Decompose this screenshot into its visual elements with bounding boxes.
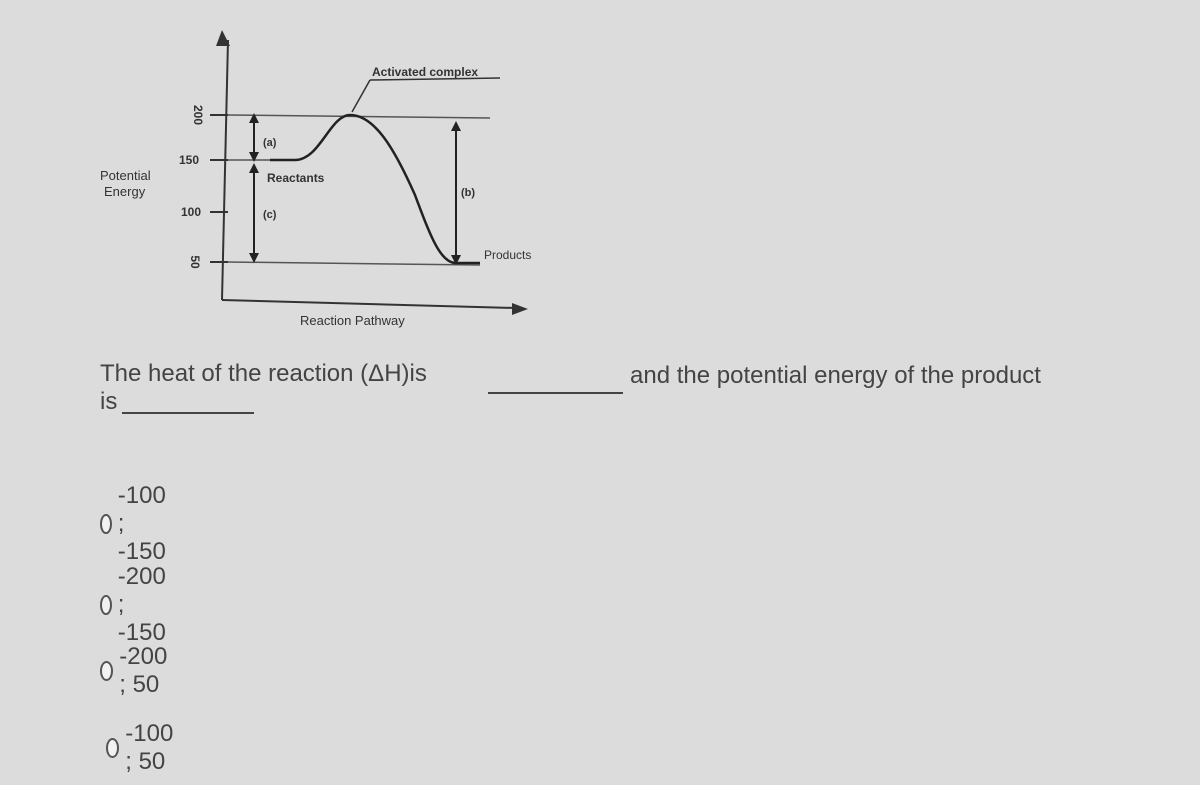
products-label: Products: [484, 248, 532, 262]
question-line-2: [100, 388, 1110, 426]
question-text: [100, 358, 1110, 426]
option-3[interactable]: [100, 643, 174, 699]
y-axis-label-line1: Potential: [100, 168, 151, 183]
tick-label-200: 200: [191, 104, 205, 126]
radio-button-icon[interactable]: [100, 514, 112, 534]
option-4[interactable]: [106, 720, 180, 776]
x-axis: [222, 300, 515, 308]
activated-complex-pointer: [352, 80, 370, 112]
option-2-label: -200 ; -150: [117, 563, 166, 646]
arrow-c-head-up: [249, 163, 259, 173]
marker-c: (c): [263, 209, 277, 221]
x-axis-arrow: [512, 303, 528, 315]
answer-blank-2: [122, 412, 254, 414]
marker-a: (a): [263, 137, 277, 149]
tick-label-100: 100: [180, 205, 202, 219]
tick-label-50: 50: [188, 255, 202, 269]
question-part-1: The heat of the reaction (ΔH)is: [100, 360, 427, 387]
reactants-label: Reactants: [267, 171, 325, 185]
question-part-2: and the potential energy of the product: [630, 362, 1041, 389]
marker-b: (b): [461, 187, 476, 199]
option-1-label: -100 ; -150: [117, 482, 166, 565]
y-axis-arrow: [216, 30, 230, 46]
option-2[interactable]: [100, 563, 174, 647]
option-1[interactable]: [100, 482, 174, 566]
arrow-c-head-down: [249, 253, 259, 263]
products-level-line: [228, 262, 480, 265]
x-axis-label: Reaction Pathway: [300, 313, 405, 328]
question-line-1: [100, 358, 1110, 392]
radio-button-icon[interactable]: [106, 738, 119, 758]
option-3-label: -200 ; 50: [119, 643, 168, 698]
tick-label-150: 150: [178, 153, 200, 167]
arrow-a-head-up: [249, 113, 259, 123]
radio-button-icon[interactable]: [100, 661, 113, 681]
y-axis-label-line2: Energy: [104, 184, 146, 199]
option-4-label: -100 ; 50: [125, 720, 174, 775]
radio-button-icon[interactable]: [100, 595, 112, 615]
activated-complex-label: Activated complex: [372, 65, 479, 79]
arrow-b-head-up: [451, 121, 461, 131]
energy-curve: [270, 115, 480, 263]
question-part-3: is: [100, 388, 118, 415]
